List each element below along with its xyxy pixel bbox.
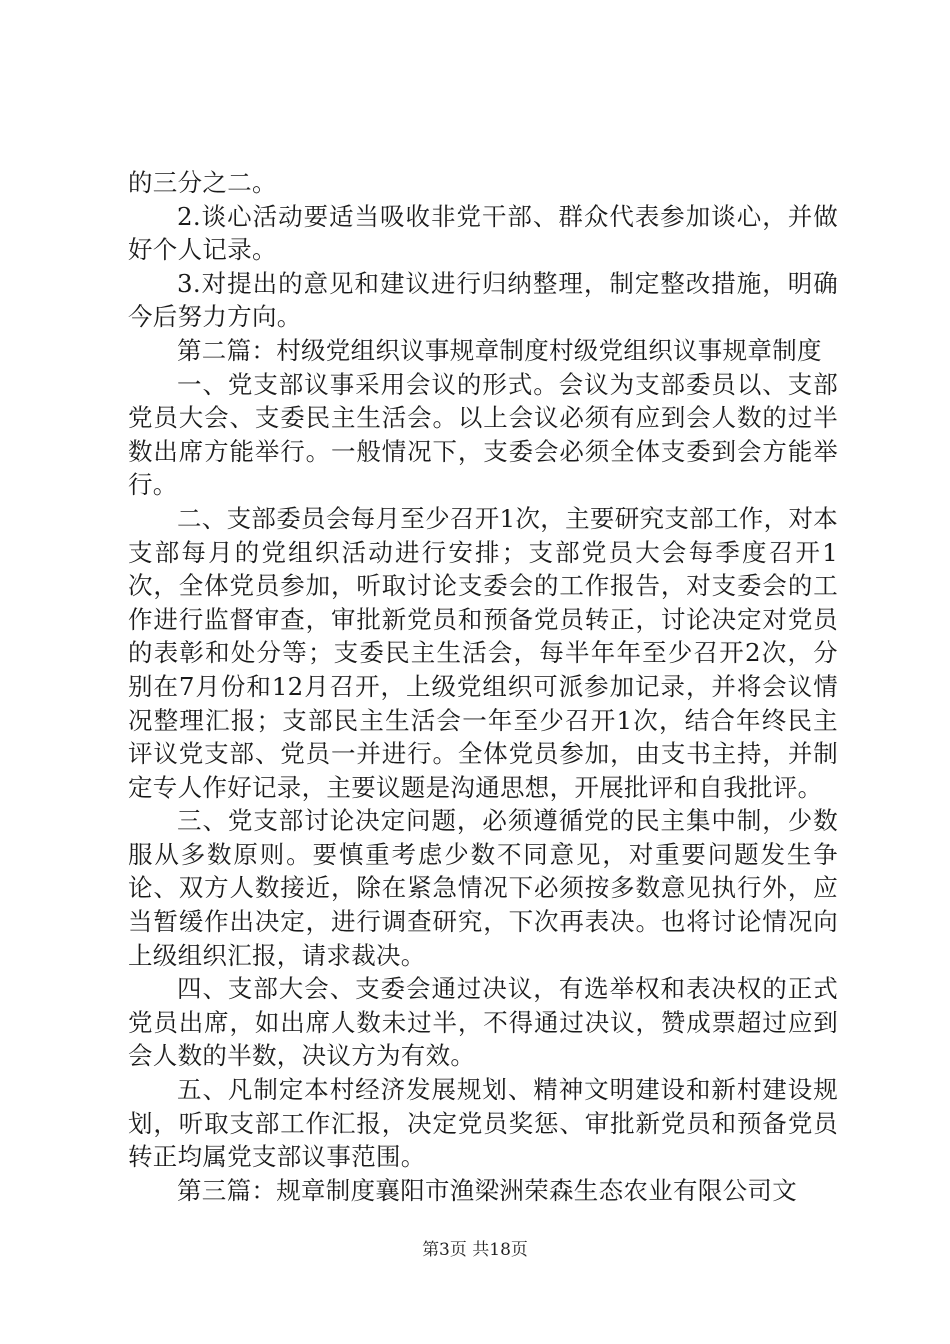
paragraph-6: 三、党支部讨论决定问题，必须遵循党的民主集中制，少数服从多数原则。要慎重考虑少数不同意见，对重要问题发生争论、双方人数接近，除在紧急情况下必须按多数意见执行外，应当暂缓作出决定，进行调查研究，下次再表决。也将讨论情况向上级组织汇报，请求裁决。: [128, 806, 838, 970]
page-footer: [0, 1239, 950, 1261]
paragraph-7: 四、支部大会、支委会通过决议，有选举权和表决权的正式党员出席，如出席人数未过半，不得通过决议，赞成票超过应到会人数的半数，决议方为有效。: [128, 974, 838, 1071]
paragraph-8: 五、凡制定本村经济发展规划、精神文明建设和新村建设规划，听取支部工作汇报，决定党员奖惩、审批新党员和预备党员转正均属党支部议事范围。: [128, 1075, 838, 1172]
paragraph-4: 一、党支部议事采用会议的形式。会议为支部委员以、支部党员大会、支委民主生活会。以上会议必须有应到会人数的过半数出席方能举行。一般情况下，支委会必须全体支委到会方能举行。: [128, 369, 838, 500]
document-body: [128, 166, 838, 1207]
page-number: 第3页 共18页: [422, 1240, 528, 1260]
paragraph-2: 2.谈心活动要适当吸收非党干部、群众代表参加谈心，并做好个人记录。: [128, 201, 838, 265]
paragraph-5: 二、支部委员会每月至少召开1次，主要研究支部工作，对本支部每月的党组织活动进行安排；支部党员大会每季度召开1次，全体党员参加，听取讨论支委会的工作报告，对支委会的工作进行监督审查，审批新党员和预备党员转正，讨论决定对党员的表彰和处分等；支委民主生活会，每半年年至少召开2次，分别在7月份和12月召开，上级党组织可派参加记录，并将会议情况整理汇报；支部民主生活会一年至少召开1次，结合年终民主评议党支部、党员一并进行。全体党员参加，由支书主持，并制定专人作好记录，主要议题是沟通思想，开展批评和自我批评。: [128, 503, 838, 802]
paragraph-3: 3.对提出的意见和建议进行归纳整理，制定整改措施，明确今后努力方向。: [128, 268, 838, 332]
section-heading-2: 第二篇：村级党组织议事规章制度村级党组织议事规章制度: [177, 335, 822, 365]
section-heading-3: 第三篇：规章制度襄阳市渔梁洲荣森生态农业有限公司文: [177, 1175, 797, 1205]
paragraph-1: 的三分之二。: [128, 168, 277, 197]
